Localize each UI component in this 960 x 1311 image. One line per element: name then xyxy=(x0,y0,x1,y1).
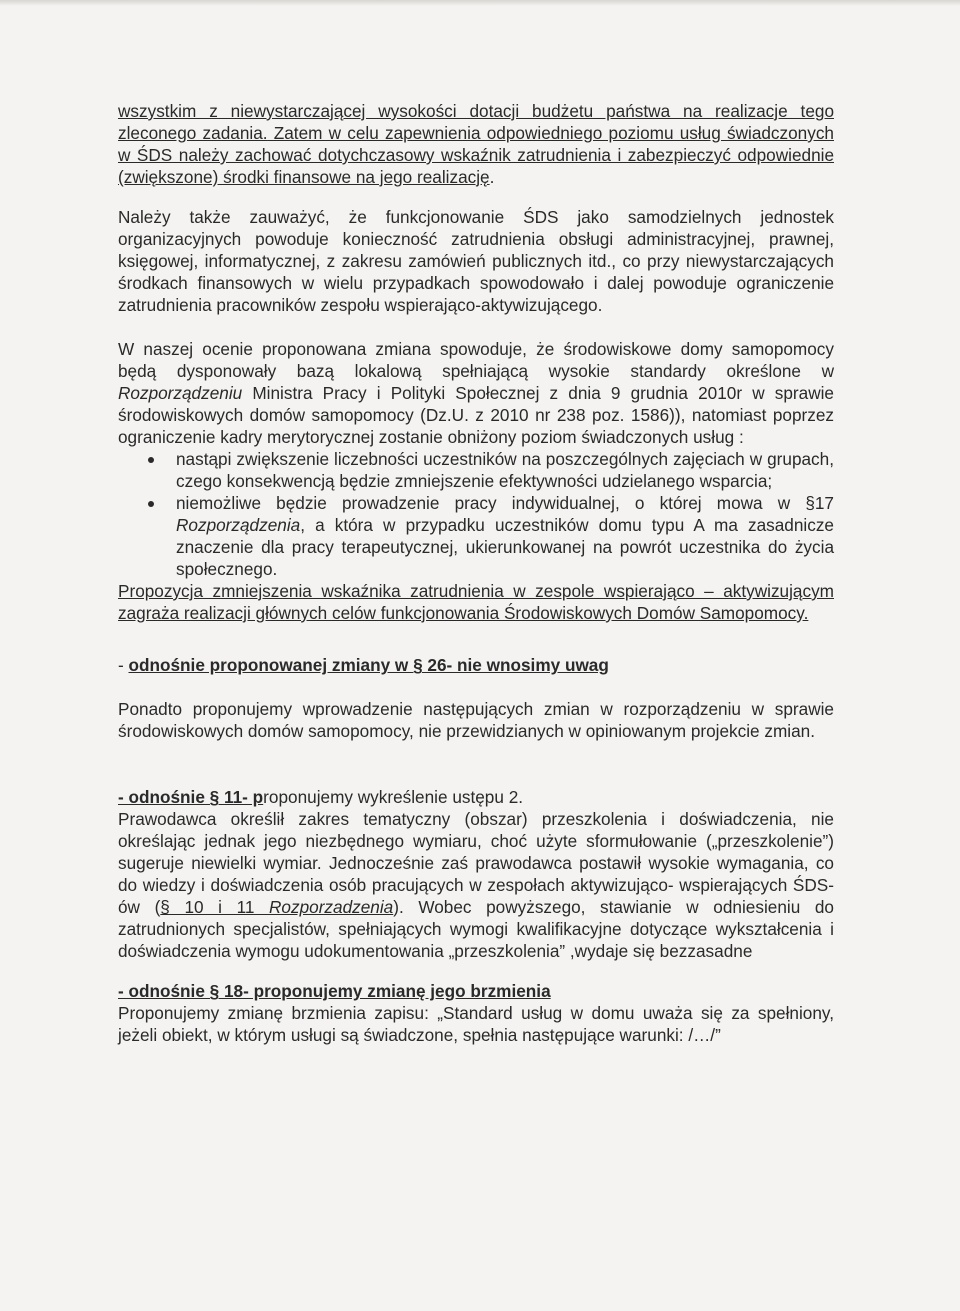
paragraph-standard: Proponujemy zmianę brzmienia zapisu: „Standard usług w domu uważa się za spełniony, jeżeli obiekt, w którym usługi są świadczone, spełnia następujące warunki: /…/” xyxy=(118,1003,834,1045)
bullet-icon xyxy=(148,457,154,463)
list-item-text: , a która w przypadku uczestników domu typu A ma zasadnicze znaczenie dla pracy terapeutycznej, ukierunkowanej na powrót uczestnika do życia społecznego. xyxy=(176,515,834,579)
heading-text: odnośnie proponowanej zmiany w § 26- nie wnosimy uwag xyxy=(128,655,609,675)
bullet-icon xyxy=(148,501,154,507)
spacer xyxy=(118,676,834,698)
italic-text: Rozporządzenia xyxy=(176,515,301,535)
list-item-text: niemożliwe będzie prowadzenie pracy indywidualnej, o której mowa w §17 xyxy=(176,493,834,513)
text-run: Prawodawca określił zakres tematyczny (obszar) przeszkolenia i doświadczenia, nie określając jednak jego niezbędnego wymiaru, choć użyte sformułowanie („przeszkolenie”) sugeruje niewielki wymiar. Jednocześnie zaś prawodawca postawił wysokie wymagania, co do wiedzy i doświadczenia osób pracujących w zespołach aktywizująco- wspierających ŚDS-ów ( xyxy=(118,809,834,917)
underlined-text: wszystkim z niewystarczającej wysokości dotacji budżetu państwa na realizacje tego zleconego zadania. xyxy=(118,101,834,143)
list-item xyxy=(176,492,834,580)
paragraph-funding xyxy=(118,100,834,188)
paragraph-proposal-threat: Propozycja zmniejszenia wskaźnika zatrudnienia w zespole wspierająco – aktywizującym zagraża realizacji głównych celów funkcjonowania Środowiskowych Domów Samopomocy. xyxy=(118,581,834,623)
heading-section-11 xyxy=(118,786,834,808)
list-item-text: nastąpi zwiększenie liczebności uczestników na poszczególnych zajęciach w grupach, czego konsekwencją będzie zmniejszenie efektywności udzielanego wsparcia; xyxy=(176,449,834,491)
text-run: Ministra Pracy i Polityki Społecznej z dnia 9 grudnia 2010r w sprawie środowiskowych domów samopomocy (Dz.U. z 2010 nr 238 poz. 1586)), natomiast poprzez ograniczenie kadry merytorycznej zostanie obniżony poziom świadczonych usług : xyxy=(118,383,834,447)
spacer xyxy=(118,962,834,980)
scan-top-edge xyxy=(0,0,960,6)
paragraph-administration: Należy także zauważyć, że funkcjonowanie ŚDS jako samodzielnych jednostek organizacyjnych powoduje konieczność zatrudnienia obsługi administracyjnej, prawnej, księgowej, informatycznej, z zakresu zamówień publicznych itd., co przy niewystarczających środkach finansowych w wielu przypadkach spowodowało i dalej powoduje ograniczenie zatrudnienia pracowników zespołu wspierająco-aktywizującego. xyxy=(118,207,834,315)
reference-italic: Rozporzadzenia xyxy=(269,897,394,917)
text-run: ). Wobec powyższego, stawianie w odniesieniu do zatrudnionych specjalistów, spełniających wymogi kwalifikacyjne dotyczące wykształcenia i doświadczenia wymogu udokumentowania „przeszkolenia” ,wydaje się bezzasadne xyxy=(118,897,834,961)
paragraph-further-proposals: Ponadto proponujemy wprowadzenie następujących zmian w rozporządzeniu w sprawie środowiskowych domów samopomocy, nie przewidzianych w opiniowanym projekcie zmian. xyxy=(118,699,834,741)
spacer xyxy=(118,188,834,206)
underlined-text: Zatem w celu zapewnienia odpowiedniego poziomu usług świadczonych w ŚDS należy zachować dotychczasowy wskaźnik zatrudnienia i zabezpieczyć odpowiednie (zwiększone) środki finansowe na jego realizację xyxy=(118,123,834,187)
text-run: W naszej ocenie proponowana zmiana spowoduje, że środowiskowe domy samopomocy będą dysponowały bazą lokalową spełniającą wysokie standardy określone w xyxy=(118,339,834,381)
heading-section-26 xyxy=(118,654,834,676)
list-item xyxy=(176,448,834,492)
consequences-list xyxy=(118,448,834,580)
document-page xyxy=(118,100,834,1046)
heading-dash: - xyxy=(118,655,129,675)
heading-text: - odnośnie § 11- p xyxy=(118,787,264,807)
spacer xyxy=(118,624,834,654)
paragraph-training xyxy=(118,808,834,962)
italic-text: Rozporządzeniu xyxy=(118,383,243,403)
spacer xyxy=(118,742,834,786)
reference-link: § 10 i 11 xyxy=(160,897,270,917)
paragraph-assessment xyxy=(118,338,834,448)
heading-section-18: - odnośnie § 18- proponujemy zmianę jego brzmienia xyxy=(118,981,551,1001)
paragraph-end: . xyxy=(489,167,495,187)
heading-rest: roponujemy wykreślenie ustępu 2. xyxy=(263,787,524,807)
spacer xyxy=(118,316,834,338)
